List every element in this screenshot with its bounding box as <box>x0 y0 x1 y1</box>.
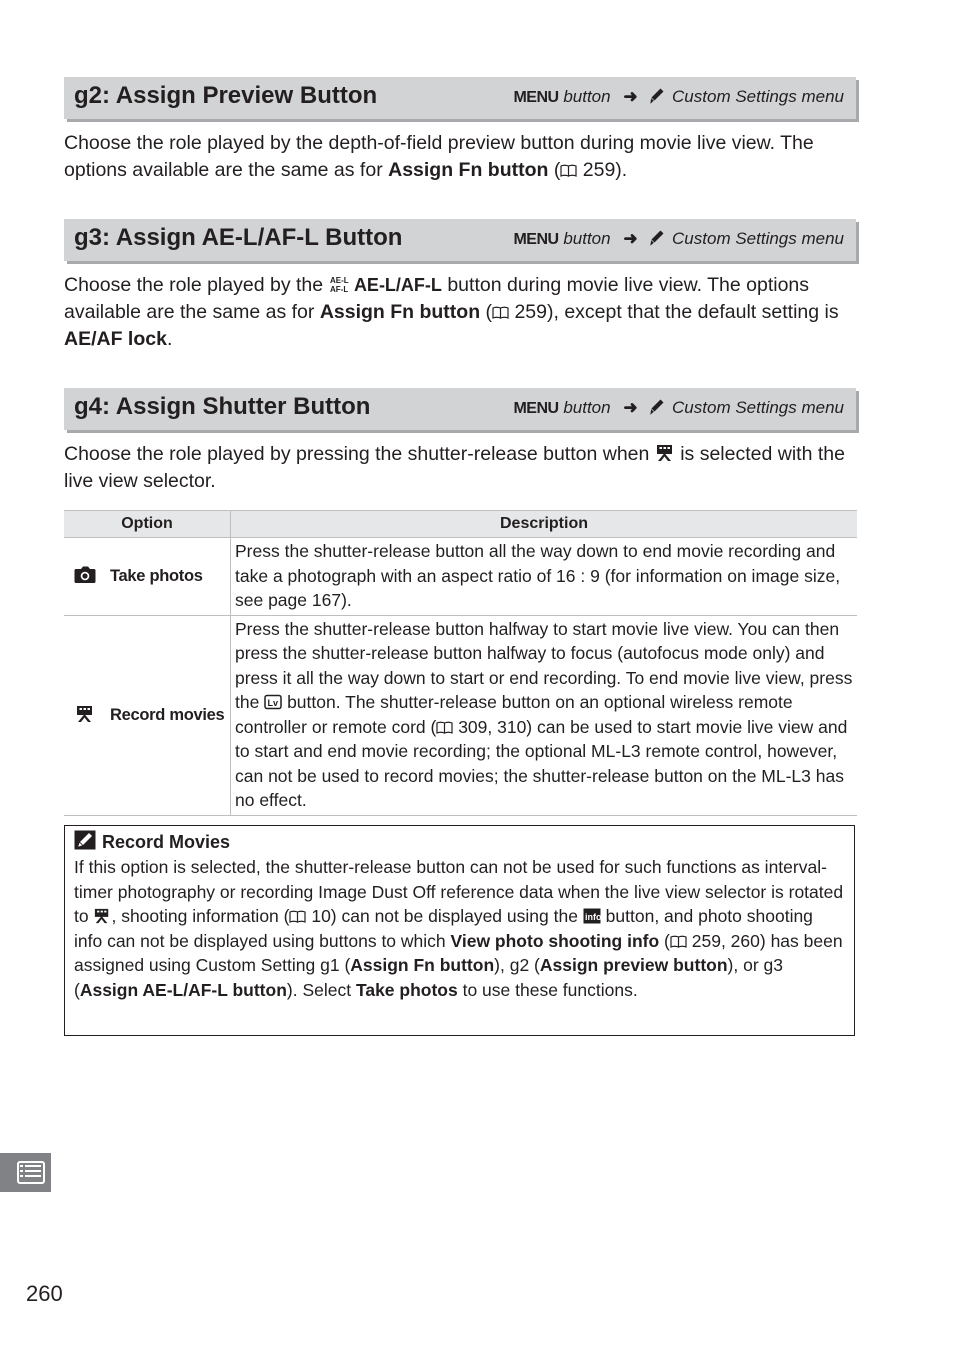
arrow-icon: ➜ <box>623 398 638 417</box>
svg-text:info: info <box>584 912 601 922</box>
book-icon <box>560 164 577 177</box>
g2-description: Choose the role played by the depth-of-field preview button during movie live view. The options available are the same as for Assign Fn button ( 259). <box>64 132 814 181</box>
g4-header-bar <box>64 388 856 430</box>
menu-button-word: button <box>563 398 611 417</box>
camera-icon <box>74 566 96 584</box>
menu-button-word: button <box>563 87 611 106</box>
book-icon <box>492 306 509 319</box>
svg-text:AE-L: AE-L <box>329 276 349 285</box>
ae-af-lock-ref: AE/AF lock <box>64 328 167 350</box>
g3-description: Choose the role played by the AE-L AF-L AE-L/AF-L button during movie live view. The options available are the same as for Assign Fn button ( 259), except that the default setting is AE/AF lock. <box>64 274 839 350</box>
pencil-icon <box>650 88 664 104</box>
book-icon <box>289 910 306 923</box>
movie-icon <box>655 444 675 462</box>
svg-text:Lv: Lv <box>267 698 279 708</box>
book-icon <box>670 935 687 948</box>
options-table <box>64 510 857 816</box>
assign-fn-button-ref: Assign Fn button <box>388 159 549 181</box>
g3-menu-path <box>513 229 844 249</box>
note-title: Record Movies <box>74 830 230 853</box>
movie-icon <box>93 908 111 924</box>
assign-fn-button-ref: Assign Fn button <box>319 301 481 323</box>
arrow-icon: ➜ <box>623 87 638 106</box>
section-tab <box>0 1153 51 1192</box>
g3-header-bar <box>64 219 856 261</box>
g4-title: g4: Assign Shutter Button <box>74 393 371 420</box>
menu-button-word: button <box>563 229 611 248</box>
g4-description: Choose the role played by pressing the shutter-release button when is selected with the live view selector. <box>64 443 845 492</box>
g2-title: g2: Assign Preview Button <box>74 82 378 109</box>
col-option-header: Option <box>64 511 231 538</box>
menu-list-icon <box>0 1153 51 1192</box>
page-number: 260 <box>26 1281 63 1306</box>
note-body: If this option is selected, the shutter-release button can not be used for such functions as interval-timer photography or recording Image Dust Off reference data when the live view selector is rotated to , shooting information ( 10) can not be displayed using the info button, and photo shooting info can not be displayed using buttons to which View photo shooting info ( 259, 260) has been assigned using Custom Setting g1 (Assign Fn button), g2 (Assign preview button), or g3 (Assign AE-L/AF-L button). Select Take photos to use these functions. <box>74 857 844 1000</box>
info-button-icon <box>583 908 601 924</box>
table-header-row <box>64 511 857 538</box>
custom-settings-menu-label: Custom Settings menu <box>672 229 844 248</box>
option-cell <box>64 538 231 616</box>
description-cell: Press the shutter-release button halfway to start movie live view. You can then press the shutter-release button halfway to focus (autofocus mode only) and press it all the way down to start or end recording. To end movie live view, press the Lv button. The shutter-release button on an optional wireless remote controller or remote cord ( 309, 310) can be used to start movie live view and to start and end movie recording; the optional ML-L3 remote control, however, can not be used to record movies; the shutter-release button on the ML-L3 has no effect. <box>231 615 858 815</box>
movie-icon <box>74 705 96 723</box>
book-icon <box>436 721 453 734</box>
pencil-icon <box>650 230 664 246</box>
svg-text:AF-L: AF-L <box>329 285 348 293</box>
menu-key-label: MENU <box>513 400 559 417</box>
menu-key-label: MENU <box>513 89 559 106</box>
option-cell <box>64 615 231 815</box>
g4-menu-path <box>513 398 844 418</box>
option-label: Record movies <box>110 706 225 724</box>
col-description-header: Description <box>231 511 858 538</box>
custom-settings-menu-label: Custom Settings menu <box>672 398 844 417</box>
note-pencil-icon <box>74 830 96 850</box>
menu-key-label: MENU <box>513 231 559 248</box>
g2-menu-path <box>513 87 844 107</box>
live-view-button-icon <box>264 694 282 710</box>
g3-title: g3: Assign AE-L/AF-L Button <box>74 224 403 251</box>
ae-af-lock-icon <box>329 275 349 293</box>
table-row <box>64 615 857 815</box>
table-row <box>64 538 857 616</box>
option-label: Take photos <box>110 567 203 586</box>
ae-l-af-l-key: AE-L/AF-L <box>353 275 442 295</box>
description-cell: Press the shutter-release button all the way down to end movie recording and take a photograph with an aspect ratio of 16 : 9 (for information on image size, see page 167). <box>231 538 858 616</box>
pencil-icon <box>650 399 664 415</box>
g2-header-bar <box>64 77 856 119</box>
record-movies-note <box>64 825 855 1036</box>
arrow-icon: ➜ <box>623 229 638 248</box>
custom-settings-menu-label: Custom Settings menu <box>672 87 844 106</box>
